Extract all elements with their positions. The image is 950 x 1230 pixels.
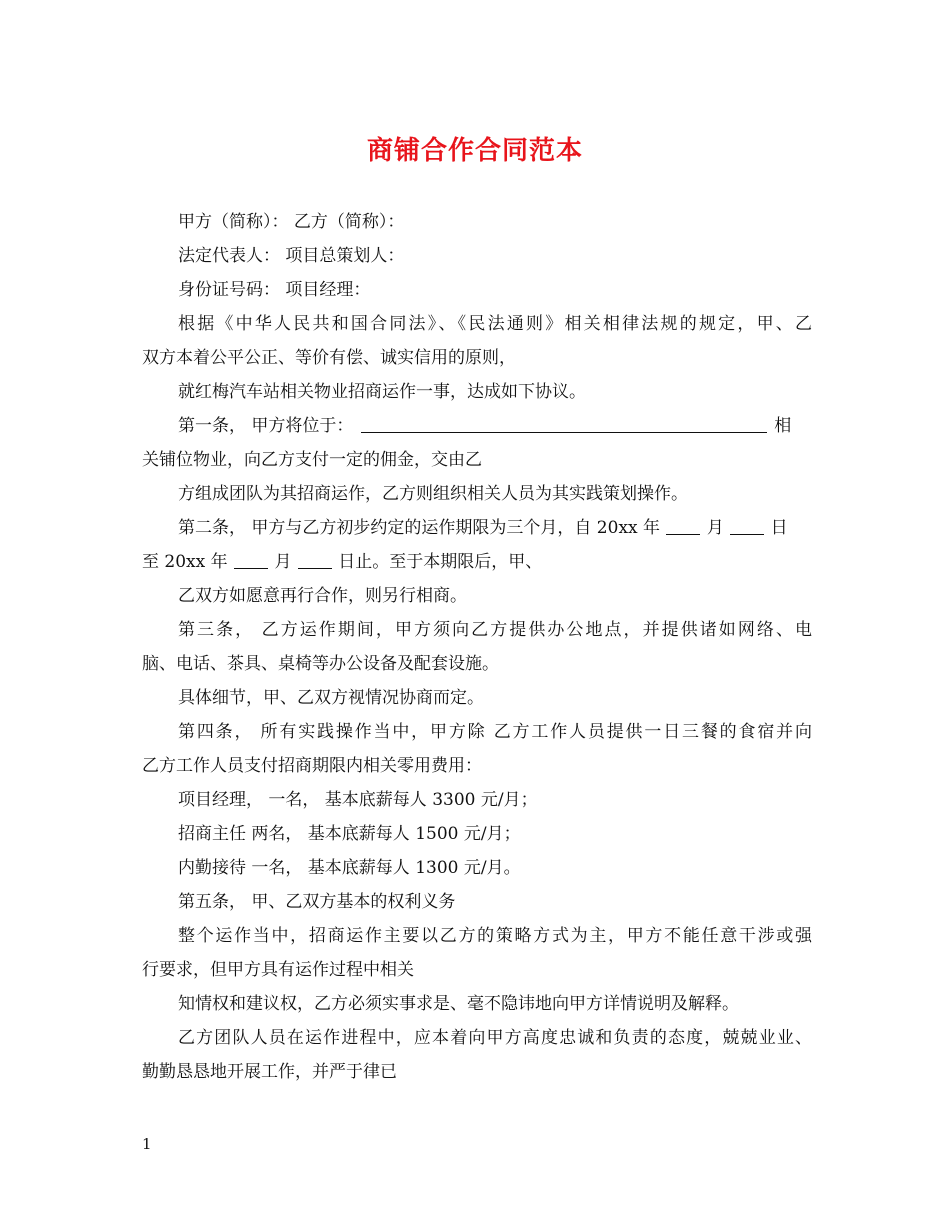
article-two-end-line [142, 545, 812, 579]
article-five-line: 第五条， 甲、乙双方基本的权利义务 [178, 892, 456, 912]
paragraph-line: 整个运作当中，招商运作主要以乙方的策略方式为主，甲方不能任意干涉或强 [178, 926, 812, 946]
article-four-line: 第四条， 所有实践操作当中，甲方除 乙方工作人员提供一日三餐的食宿并向 [178, 722, 812, 742]
paragraph-line: 行要求，但甲方具有运作过程中相关 [142, 960, 414, 980]
month-label: 月 [706, 518, 724, 538]
article-one-text: 第一条， 甲方将位于： [178, 416, 354, 436]
article-one-text-end: 相 [774, 416, 792, 436]
paragraph-line: 根据《中华人民共和国合同法》、《民法通则》相关相律法规的规定，甲、乙 [178, 314, 812, 334]
paragraph-line: 就红梅汽车站相关物业招商运作一事，达成如下协议。 [178, 382, 586, 402]
month-label: 月 [274, 552, 292, 572]
paragraph-line: 方组成团队为其招商运作，乙方则组织相关人员为其实践策划操作。 [178, 484, 688, 504]
paragraph-line: 乙方团队人员在运作进程中，应本着向甲方高度忠诚和负责的态度，兢兢业业、 [178, 1028, 812, 1048]
salary-line: 项目经理， 一名， 基本底薪每人 3300 元/月； [178, 790, 538, 810]
id-number-line: 身份证号码： 项目经理： [178, 280, 371, 300]
document-body [142, 205, 812, 1089]
paragraph-line: 知情权和建议权，乙方必须实事求是、毫不隐讳地向甲方详情说明及解释。 [178, 994, 739, 1014]
paragraph-line: 双方本着公平公正、等价有偿、诚实信用的原则， [142, 348, 516, 368]
representative-line: 法定代表人： 项目总策划人： [178, 246, 405, 266]
end-day-text: 日止。至于本期限后，甲、 [338, 552, 543, 572]
start-month-blank [666, 516, 700, 535]
article-two-text: 第二条， 甲方与乙方初步约定的运作期限为三个月，自 20xx 年 [178, 518, 661, 538]
paragraph-line: 乙方工作人员支付招商期限内相关零用费用： [142, 756, 482, 776]
party-names-line: 甲方（简称）： 乙方（简称）： [178, 212, 405, 232]
salary-line: 招商主任 两名， 基本底薪每人 1500 元/月； [178, 824, 521, 844]
article-one-line [142, 409, 812, 443]
article-three-line: 第三条， 乙方运作期间，甲方须向乙方提供办公地点，并提供诸如网络、电 [178, 620, 812, 640]
document-title: 商铺合作合同范本 [366, 136, 583, 166]
paragraph-line: 勤勤恳恳地开展工作，并严于律已 [142, 1062, 397, 1082]
paragraph-line: 乙双方如愿意再行合作，则另行相商。 [178, 586, 467, 606]
paragraph-line: 脑、电话、茶具、桌椅等办公设备及配套设施。 [142, 654, 499, 674]
start-day-blank [730, 516, 764, 535]
page-number: 1 [142, 1135, 152, 1153]
day-label: 日 [770, 518, 788, 538]
end-year-text: 至 20xx 年 [142, 552, 228, 572]
paragraph-line: 关铺位物业，向乙方支付一定的佣金，交由乙 [142, 450, 482, 470]
article-two-line [142, 511, 812, 545]
paragraph-line: 具体细节，甲、乙双方视情况协商而定。 [178, 688, 484, 708]
location-blank [361, 414, 767, 433]
end-month-blank [234, 550, 268, 569]
salary-line: 内勤接待 一名， 基本底薪每人 1300 元/月。 [178, 858, 521, 878]
end-day-blank [298, 550, 332, 569]
